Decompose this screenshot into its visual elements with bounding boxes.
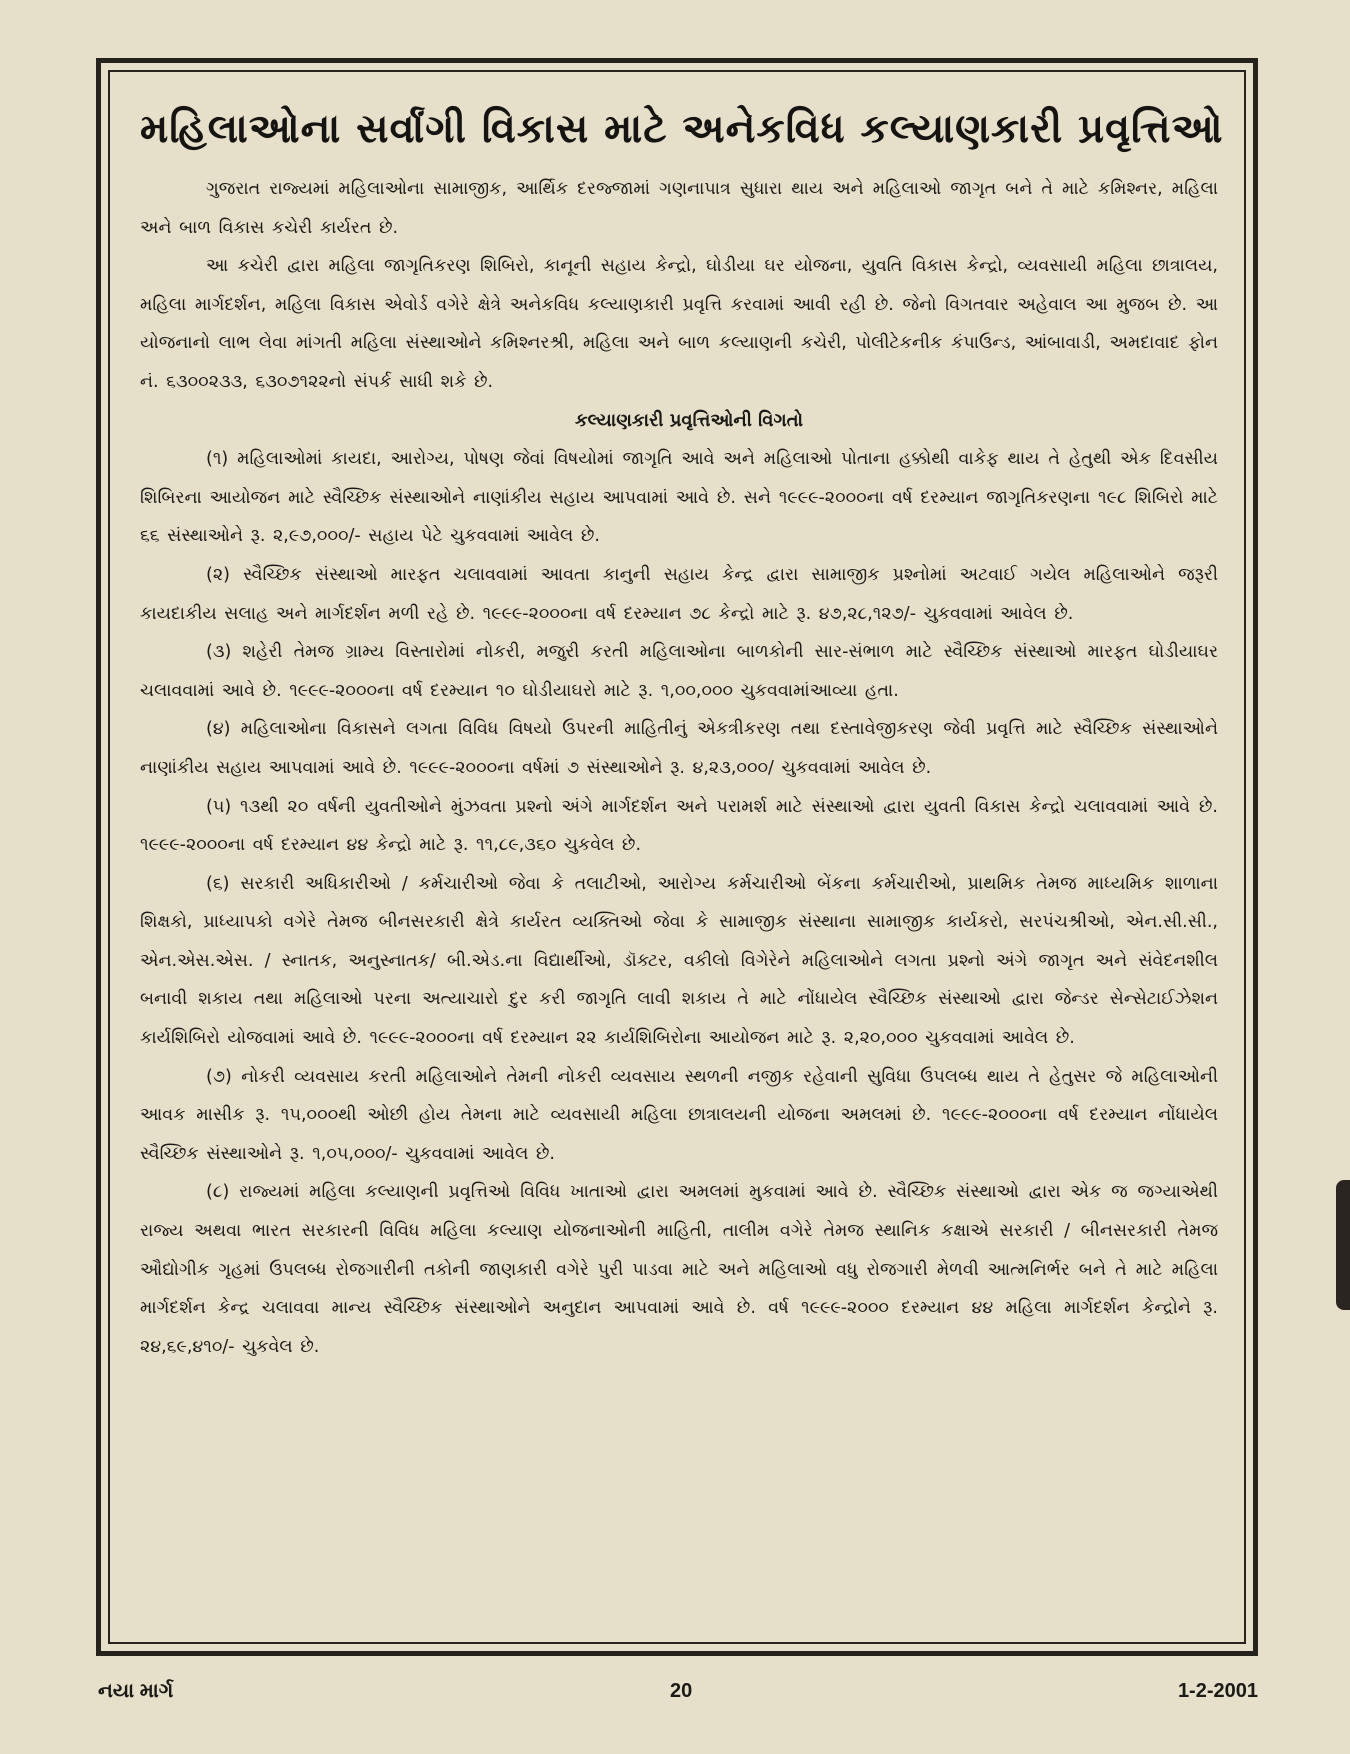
item-paragraph-6: (૬) સરકારી અધિકારીઓ / કર્મચારીઓ જેવા કે તલાટીઓ, આરોગ્ય કર્મચારીઓ બેંકના કર્મચારીઓ, પ્રાથમિક તેમજ માધ્યમિક શાળાના શિક્ષકો, પ્રાધ્યાપકો વગેરે તેમજ બીનસરકારી ક્ષેત્રે કાર્યરત વ્યક્તિઓ જેવા કે સામાજીક સંસ્થાના સામાજીક કાર્યકરો, સરપંચશ્રીઓ, એન.સી.સી., એન.એસ.એસ. / સ્નાતક, અનુસ્નાતક/ બી.એડ.ના વિદ્યાર્થીઓ, ડૉક્ટર, વકીલો વિગેરેને મહિલાઓને લગતા પ્રશ્નો અંગે જાગૃત અને સંવેદનશીલ બનાવી શકાય તથા મહિલાઓ પરના અત્યાચારો દુર કરી જાગૃતિ લાવી શકાય તે માટે નોંધાયેલ સ્વૈચ્છિક સંસ્થાઓ દ્વારા જેન્ડર સેન્સેટાઈઝેશન કાર્યશિબિરો યોજવામાં આવે છે. ૧૯૯૯-૨૦૦૦ના વર્ષ દરમ્યાન ૨૨ કાર્યશિબિરોના આયોજન માટે રૂ. ૨,૨૦,૦૦૦ ચુકવવામાં આવેલ છે. [140, 873, 1218, 1049]
section-subheading: કલ્યાણકારી પ્રવૃત્તિઓની વિગતો [574, 409, 804, 431]
article-title: મહિલાઓના સર્વાંગી વિકાસ માટે અનેકવિધ કલ્યાણકારી પ્રવૃત્તિઓ [140, 106, 1224, 152]
item-paragraph-5: (૫) ૧૩થી ૨૦ વર્ષની યુવતીઓને મુંઝવતા પ્રશ્નો અંગે માર્ગદર્શન અને પરામર્શ માટે સંસ્થાઓ દ્વારા યુવતી વિકાસ કેન્દ્રો ચલાવવામાં આવે છે. ૧૯૯૯-૨૦૦૦ના વર્ષ દરમ્યાન ૪૪ કેન્દ્રો માટે રૂ. ૧૧,૮૯,૩૬૦ ચુકવેલ છે. [140, 796, 1218, 856]
article-body [108, 70, 1246, 1644]
page-number: 20 [670, 1680, 693, 1702]
issue-date: 1-2-2001 [1177, 1680, 1258, 1702]
publication-name: નયા માર્ગ [98, 1680, 174, 1702]
item-paragraph-3: (૩) શહેરી તેમજ ગ્રામ્ય વિસ્તારોમાં નોકરી, મજુરી કરતી મહિલાઓના બાળકોની સાર-સંભાળ માટે સ્વૈચ્છિક સંસ્થાઓ મારફત ઘોડીયાઘર ચલાવવામાં આવે છે. ૧૯૯૯-૨૦૦૦ના વર્ષ દરમ્યાન ૧૦ ઘોડીયાઘરો માટે રૂ. ૧,૦૦,૦૦૦ ચુકવવામાંઆવ્યા હતા. [140, 642, 1218, 701]
item-paragraph-2: (૨) સ્વૈચ્છિક સંસ્થાઓ મારફત ચલાવવામાં આવતા કાનુની સહાય કેન્દ્ર દ્વારા સામાજીક પ્રશ્નોમાં અટવાઈ ગયેલ મહિલાઓને જરૂરી કાયદાકીય સલાહ અને માર્ગદર્શન મળી રહે છે. ૧૯૯૯-૨૦૦૦ના વર્ષ દરમ્યાન ૭૮ કેન્દ્રો માટે રૂ. ૪૭,૨૮,૧૨૭/- ચુકવવામાં આવેલ છે. [140, 564, 1218, 624]
page-footer [98, 1680, 1258, 1710]
article-frame [96, 58, 1258, 1656]
item-paragraph-4: (૪) મહિલાઓના વિકાસને લગતા વિવિધ વિષયો ઉપરની માહિતીનું એકત્રીકરણ તથા દસ્તાવેજીકરણ જેવી પ્રવૃત્તિ માટે સ્વૈચ્છિક સંસ્થાઓને નાણાંકીય સહાય આપવામાં આવે છે. ૧૯૯૯-૨૦૦૦ના વર્ષમાં ૭ સંસ્થાઓને રૂ. ૪,૨૩,૦૦૦/ ચુકવવામાં આવેલ છે. [140, 719, 1218, 778]
page-edge-shadow [1336, 1180, 1350, 1310]
item-paragraph-8: (૮) રાજ્યમાં મહિલા કલ્યાણની પ્રવૃત્તિઓ વિવિધ ખાતાઓ દ્વારા અમલમાં મુકવામાં આવે છે. સ્વૈચ્છિક સંસ્થાઓ દ્વારા એક જ જગ્યાએથી રાજ્ય અથવા ભારત સરકારની વિવિધ મહિલા કલ્યાણ યોજનાઓની માહિતી, તાલીમ વગેરે તેમજ સ્થાનિક કક્ષાએ સરકારી / બીનસરકારી તેમજ ઔદ્યોગીક ગૃહમાં ઉપલબ્ધ રોજગારીની તકોની જાણકારી વગેરે પુરી પાડવા માટે અને મહિલાઓ વધુ રોજગારી મેળવી આત્મનિર્ભર બને તે માટે મહિલા માર્ગદર્શન કેન્દ્ર ચલાવવા માન્ય સ્વૈચ્છિક સંસ્થાઓને અનુદાન આપવામાં આવે છે. વર્ષ ૧૯૯૯-૨૦૦૦ દરમ્યાન ૪૪ મહિલા માર્ગદર્શન કેન્દ્રોને રૂ. ૨૪,૬૯,૪૧૦/- ચુકવેલ છે. [140, 1182, 1218, 1357]
intro-paragraph-1: ગુજરાત રાજ્યમાં મહિલાઓના સામાજીક, આર્થિક દરજ્જામાં ગણનાપાત્ર સુધારા થાય અને મહિલાઓ જાગૃત બને તે માટે કમિશ્નર, મહિલા અને બાળ વિકાસ કચેરી કાર્યરત છે. [140, 179, 1218, 238]
intro-paragraph-2: આ કચેરી દ્વારા મહિલા જાગૃતિકરણ શિબિરો, કાનૂની સહાય કેન્દ્રો, ઘોડીયા ઘર યોજના, યુવતિ વિકાસ કેન્દ્રો, વ્યવસાયી મહિલા છાત્રાલય, મહિલા માર્ગદર્શન, મહિલા વિકાસ એવોર્ડ વગેરે ક્ષેત્રે અનેકવિધ કલ્યાણકારી પ્રવૃત્તિ કરવામાં આવી રહી છે. જેનો વિગતવાર અહેવાલ આ મુજબ છે. આ યોજનાનો લાભ લેવા માંગતી મહિલા સંસ્થાઓને કમિશ્નરશ્રી, મહિલા અને બાળ કલ્યાણની કચેરી, પોલીટેકનીક કંપાઉન્ડ, આંબાવાડી, અમદાવાદ ફોન નં. ૬૩૦૦૨૩૩, ૬૩૦૭૧૨૨નો સંપર્ક સાધી શકે છે. [140, 256, 1218, 392]
item-paragraph-1: (૧) મહિલાઓમાં કાયદા, આરોગ્ય, પોષણ જેવાં વિષયોમાં જાગૃતિ આવે અને મહિલાઓ પોતાના હક્કોથી વાકેફ થાય તે હેતુથી એક દિવસીય શિબિરના આયોજન માટે સ્વૈચ્છિક સંસ્થાઓને નાણાંકીય સહાય આપવામાં આવે છે. સને ૧૯૯૯-૨૦૦૦ના વર્ષ દરમ્યાન જાગૃતિકરણના ૧૯૮ શિબિરો માટે ૬૬ સંસ્થાઓને રૂ. ૨,૯૭,૦૦૦/- સહાય પેટે ચુકવવામાં આવેલ છે. [140, 449, 1218, 547]
item-paragraph-7: (૭) નોકરી વ્યવસાય કરતી મહિલાઓને તેમની નોકરી વ્યવસાય સ્થળની નજીક રહેવાની સુવિધા ઉપલબ્ધ થાય તે હેતુસર જે મહિલાઓની આવક માસીક રૂ. ૧૫,૦૦૦થી ઓછી હોય તેમના માટે વ્યવસાયી મહિલા છાત્રાલયની યોજના અમલમાં છે. ૧૯૯૯-૨૦૦૦ના વર્ષ દરમ્યાન નોંધાયેલ સ્વૈચ્છિક સંસ્થાઓને રૂ. ૧,૦૫,૦૦૦/- ચુકવવામાં આવેલ છે. [140, 1066, 1218, 1164]
